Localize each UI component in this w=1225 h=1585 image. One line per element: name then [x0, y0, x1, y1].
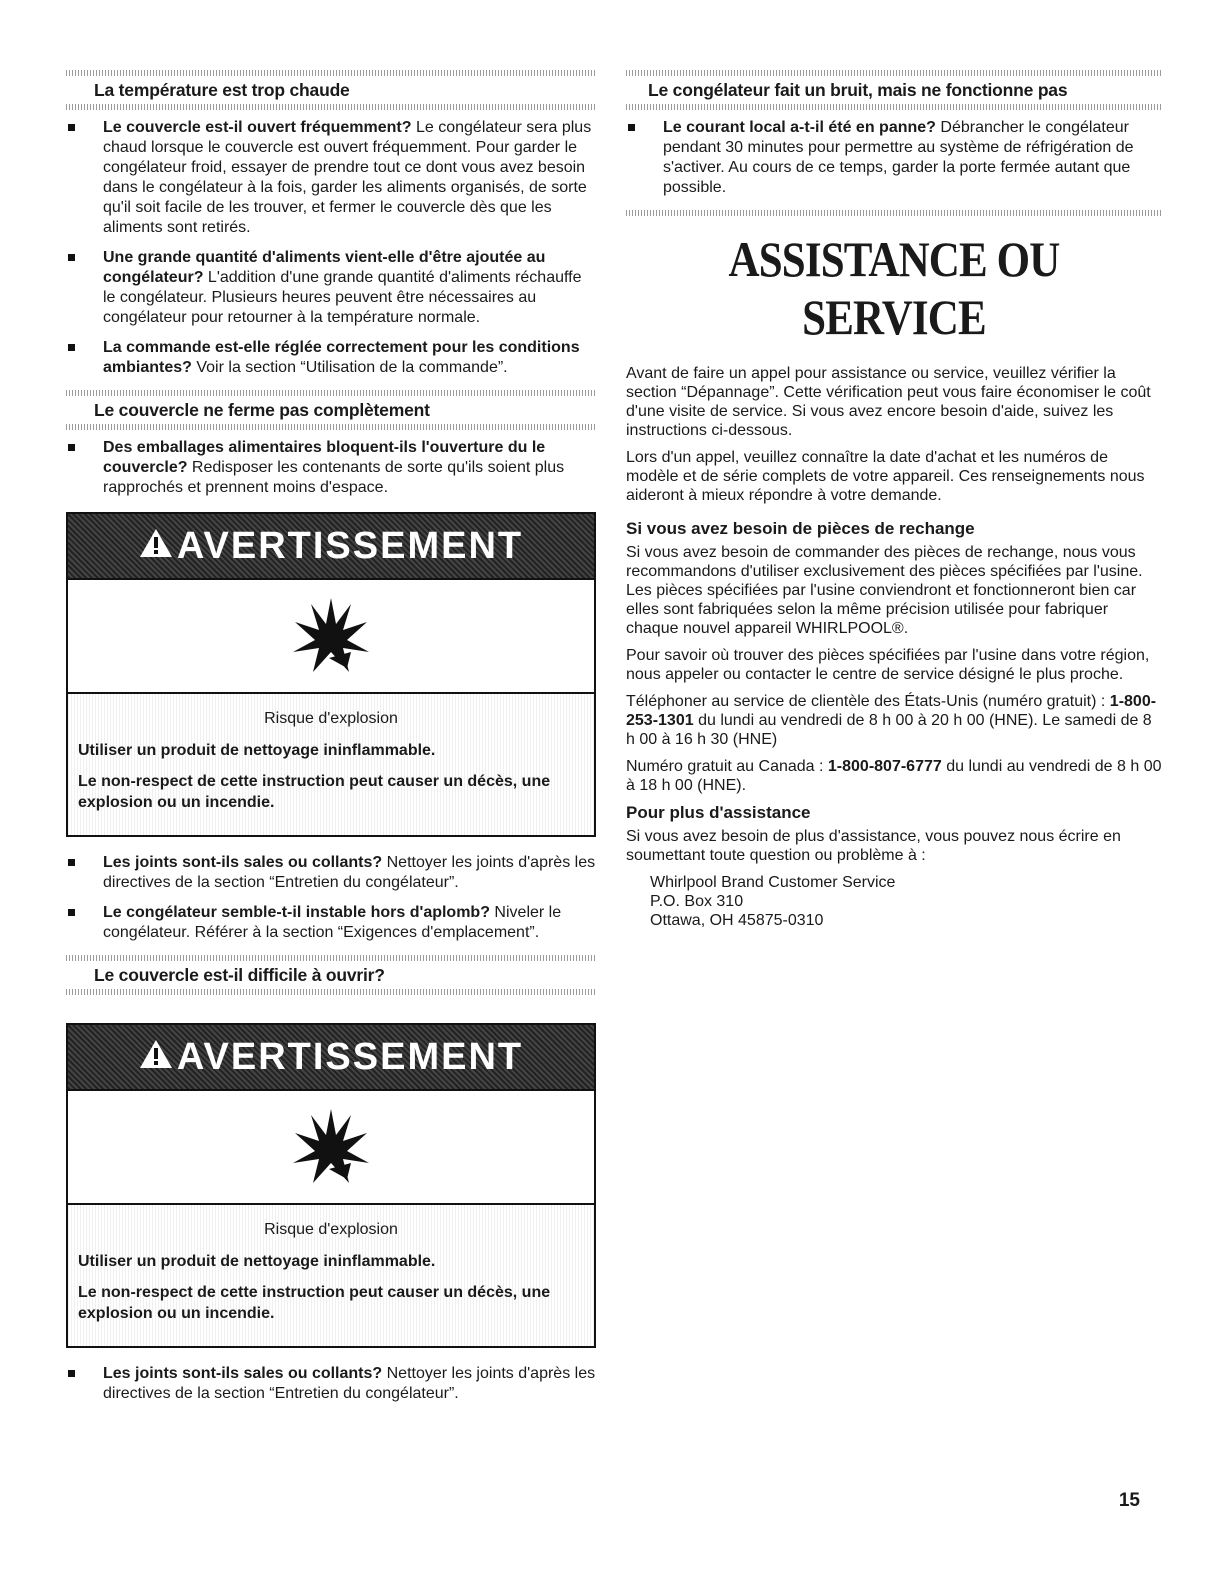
- list-item: La commande est-elle réglée correctement pour les conditions ambiantes? Voir la section “Utilisation de la commande”.: [66, 338, 596, 378]
- locate-paragraph: Pour savoir où trouver des pièces spécifiées par l'usine dans votre région, nous appeler ou contacter le centre de service désigné le plus proche.: [626, 647, 1150, 683]
- section-heading-lid: Le couvercle ne ferme pas complètement: [66, 390, 596, 430]
- mailing-address: Whirlpool Brand Customer Service P.O. Box 310 Ottawa, OH 45875-0310: [650, 874, 896, 929]
- parts-heading: Si vous avez besoin de pièces de rechange: [626, 519, 975, 538]
- section-heading-noise: Le congélateur fait un bruit, mais ne fonctionne pas: [626, 70, 1162, 110]
- list-item: Le couvercle est-il ouvert fréquemment? Le congélateur sera plus chaud lorsque le couvercle est ouvert fréquemment. Pour garder le congélateur froid, essayer de prendre tout ce dont vous avez besoin dans le congélateur à la fois, garder les aliments organisés, de sorte qu'il soit facile de les trouver, et fermer le couvercle dès que les aliments sont retirés.: [66, 118, 596, 238]
- bullet-icon: [68, 1370, 75, 1377]
- warning-text: Risque d'explosion Utiliser un produit de nettoyage ininflammable. Le non-respect de cette instruction peut causer un décès, une explosion ou un incendie.: [68, 694, 594, 835]
- seal-list: [66, 853, 596, 943]
- explosion-icon: [68, 580, 594, 694]
- canada-phone-number: 1-800-807-6777: [827, 758, 942, 775]
- right-column: [626, 70, 1162, 930]
- list-item: Les joints sont-ils sales ou collants? Nettoyer les joints d'après les directives de la section “Entretien du congélateur”.: [66, 853, 596, 893]
- section-heading-temperature: La température est trop chaude: [66, 70, 596, 110]
- page-title: ASSISTANCE OU SERVICE: [728, 231, 1060, 345]
- warning-triangle-icon: [139, 525, 173, 568]
- us-phone-paragraph: Téléphoner au service de clientèle des États-Unis (numéro gratuit) : 1-800-253-1301 du lundi au vendredi de 8 h 00 à 20 h 00 (HNE). Le samedi de 8 h 00 à 16 h 30 (HNE): [626, 693, 1157, 748]
- list-item: Le congélateur semble-t-il instable hors d'aplomb? Niveler le congélateur. Référer à la section “Exigences d'emplacement”.: [66, 903, 596, 943]
- lid-list: [66, 438, 596, 498]
- canada-phone-paragraph: Numéro gratuit au Canada : 1-800-807-6777 du lundi au vendredi de 8 h 00 à 18 h 00 (HNE).: [626, 758, 1162, 794]
- list-item: Les joints sont-ils sales ou collants? Nettoyer les joints d'après les directives de la section “Entretien du congélateur”.: [66, 1364, 596, 1404]
- more-help-heading: Pour plus d'assistance: [626, 803, 811, 822]
- warning-banner: AVERTISSEMENT: [68, 514, 594, 580]
- bullet-icon: [68, 344, 75, 351]
- bullet-icon: [68, 444, 75, 451]
- warning-box: [66, 512, 596, 837]
- bullet-icon: [628, 124, 635, 131]
- call-paragraph: Lors d'un appel, veuillez connaître la date d'achat et les numéros de modèle et de série complets de votre appareil. Ces renseignements nous aideront à mieux répondre à votre demande.: [626, 449, 1145, 504]
- warning-box: [66, 1023, 596, 1348]
- bullet-icon: [68, 254, 75, 261]
- left-column: [66, 70, 596, 1416]
- seal-list-2: [66, 1364, 596, 1404]
- section-heading-lid-hard: Le couvercle est-il difficile à ouvrir?: [66, 955, 596, 995]
- warning-text: Risque d'explosion Utiliser un produit de nettoyage ininflammable. Le non-respect de cette instruction peut causer un décès, une explosion ou un incendie.: [68, 1205, 594, 1346]
- temperature-list: [66, 118, 596, 378]
- bullet-icon: [68, 124, 75, 131]
- list-item: Des emballages alimentaires bloquent-ils l'ouverture du le couvercle? Redisposer les contenants de sorte qu'ils soient plus rapprochés et prennent moins d'espace.: [66, 438, 596, 498]
- explosion-icon: [68, 1091, 594, 1205]
- bullet-icon: [68, 859, 75, 866]
- bullet-icon: [68, 909, 75, 916]
- page-number: 15: [1118, 1490, 1140, 1511]
- list-item: Le courant local a-t-il été en panne? Débrancher le congélateur pendant 30 minutes pour permettre au système de réfrigération de s'activer. Au cours de ce temps, garder la porte fermée autant que possible.: [626, 118, 1162, 198]
- parts-paragraph: Si vous avez besoin de commander des pièces de rechange, nous vous recommandons d'utiliser exclusivement des pièces spécifiées par l'usine. Les pièces spécifiées par l'usine conviendront et fonctionneront bien car elles sont fabriquées selon la même précision utilisée pour fabriquer chaque nouvel appareil WHIRLPOOL®.: [626, 544, 1143, 637]
- noise-list: [626, 118, 1162, 198]
- warning-triangle-icon: [139, 1036, 173, 1079]
- divider: [626, 210, 1162, 216]
- intro-paragraph: Avant de faire un appel pour assistance ou service, veuillez vérifier la section “Dépannage”. Cette vérification peut vous faire économiser le coût d'une visite de service. Si vous avez encore besoin d'aide, suivez les instructions ci-dessous.: [626, 365, 1151, 439]
- warning-banner: AVERTISSEMENT: [68, 1025, 594, 1091]
- list-item: Une grande quantité d'aliments vient-elle d'être ajoutée au congélateur? L'addition d'une grande quantité d'aliments réchauffe le congélateur. Plusieurs heures peuvent être nécessaires au congélateur pour retourner à la température normale.: [66, 248, 596, 328]
- us-phone-number: 1-800-253-1301: [626, 693, 1157, 729]
- more-help-paragraph: Si vous avez besoin de plus d'assistance, vous pouvez nous écrire en soumettant toute question ou problème à :: [626, 828, 1121, 864]
